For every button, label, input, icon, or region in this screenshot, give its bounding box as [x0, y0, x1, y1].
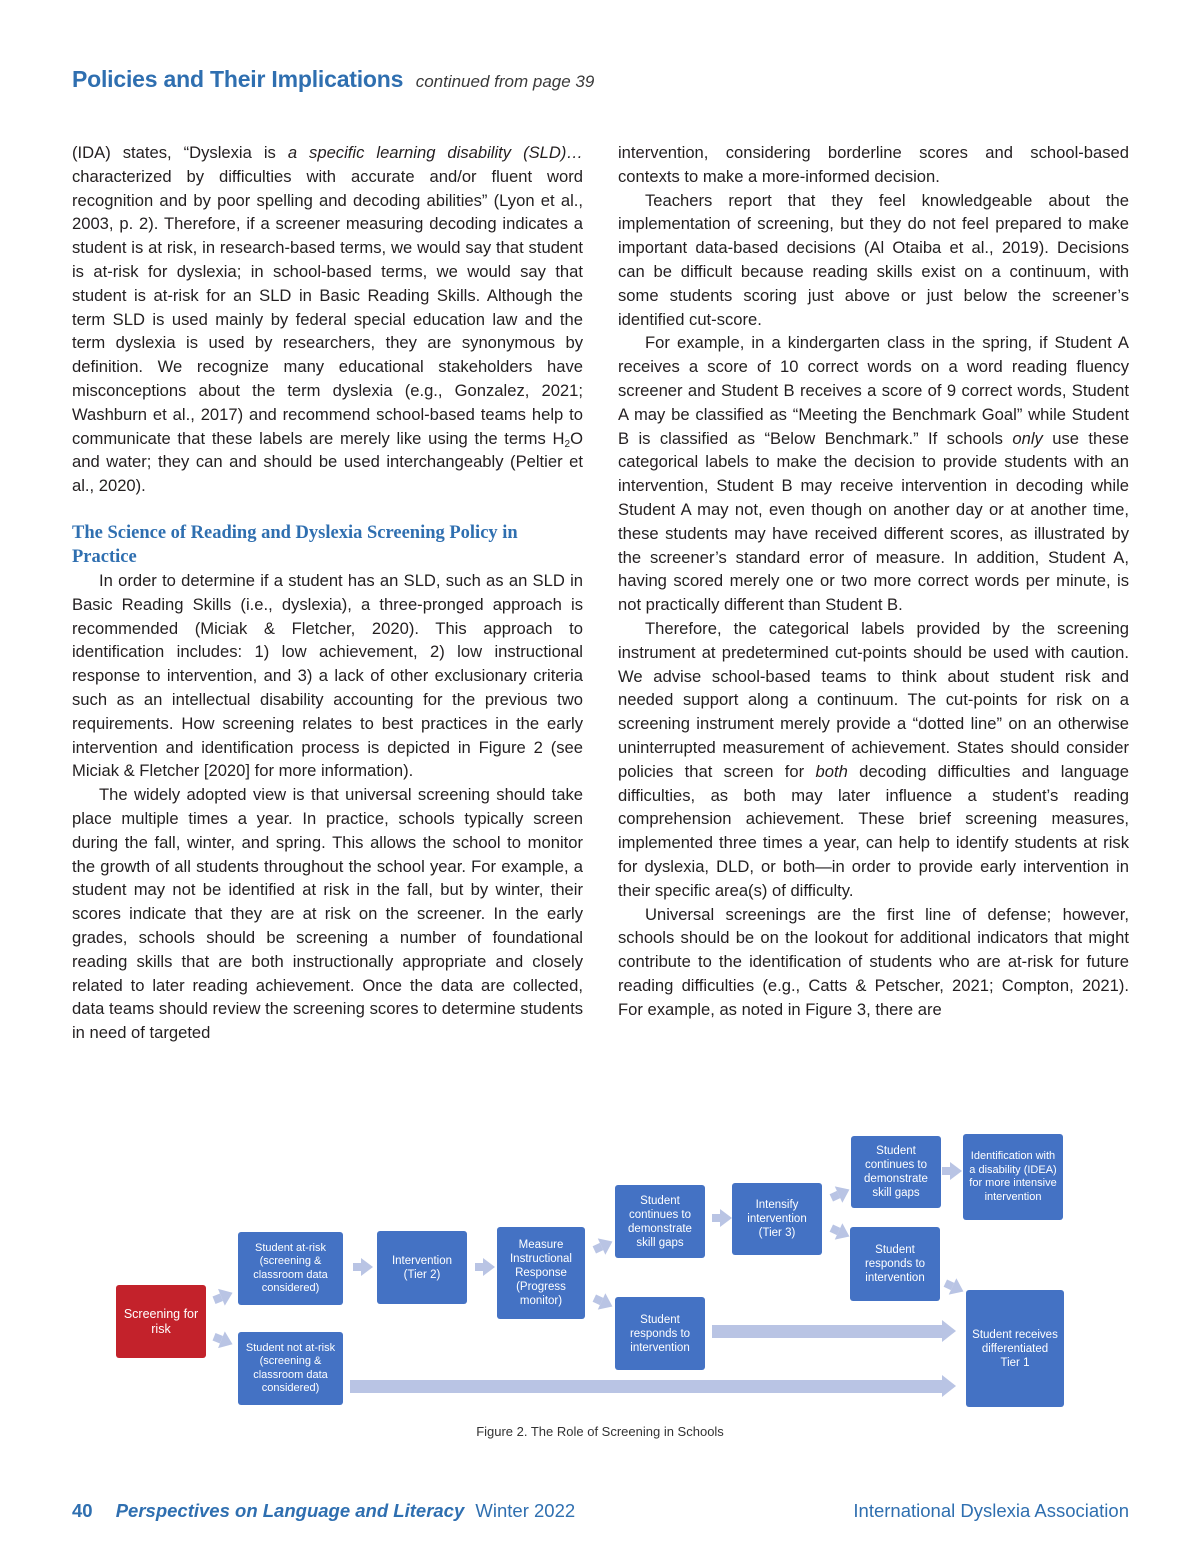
long-arrow — [712, 1325, 942, 1338]
issue-label: Winter 2022 — [475, 1500, 576, 1521]
paragraph: intervention, considering borderline scores and school-based contexts to make a more-informed decision. — [618, 143, 1129, 186]
arrow — [218, 1331, 236, 1352]
arrow — [483, 1258, 495, 1276]
screening-box: Screening for risk — [116, 1285, 206, 1358]
at-risk-box: Student at-risk (screening & classroom data considered) — [238, 1232, 343, 1305]
tier3-box: Intensify intervention (Tier 3) — [732, 1183, 822, 1255]
continued-note: continued from page 39 — [415, 72, 595, 91]
paragraph: In order to determine if a student has an SLD, such as an SLD in Basic Reading Skills (i.e., dyslexia), a three-pronged approach is recommended (Miciak & Fletcher, 2020). This approach to identification includes: 1) low achievement, 2) low instructional response to intervention, and 3) a lack of other exclusionary criteria such as an intellectual disability accounting for the previous two requirements. How screening relates to best practices in the early intervention and identification process is depicted in Figure 2 (see Miciak & Fletcher [2020] for more information). — [72, 570, 583, 781]
identification-box: Identification with a disability (IDEA) for more intensive intervention — [963, 1134, 1063, 1220]
page-footer — [72, 1500, 1129, 1522]
responds-box-2: Student responds to intervention — [850, 1227, 940, 1301]
paragraph: Universal screenings are the first line of defense; however, schools should be on the lookout for additional indicators that might contribute to the identification of students who are at-risk for future reading difficulties (e.g., Catts & Petscher, 2021; Compton, 2021). For example, as noted in Figure 3, there are — [618, 904, 1129, 1019]
continues-box-1: Student continues to demonstrate skill gaps — [615, 1185, 705, 1258]
arrow — [218, 1284, 236, 1305]
section-title: Policies and Their Implications — [72, 66, 404, 92]
arrow — [949, 1278, 967, 1299]
tier2-box: Intervention (Tier 2) — [377, 1231, 467, 1304]
organization-name: International Dyslexia Association — [853, 1500, 1129, 1521]
page-number: 40 — [72, 1500, 93, 1521]
section-heading: The Science of Reading and Dyslexia Screening Policy in Practice — [72, 522, 518, 567]
measure-box: Measure Instructional Response (Progress monitor) — [497, 1227, 585, 1319]
continues-box-2: Student continues to demonstrate skill gaps — [851, 1136, 941, 1208]
arrow — [361, 1258, 373, 1276]
paragraph: Therefore, the categorical labels provided by the screening instrument at predetermined cut-points should be used with caution. We advise school-based teams to think about student risk and needed support along a continuum. The cut-points for risk on a screening instrument merely provide a “dotted line” on an otherwise uninterrupted measurement of achievement. States should consider policies that screen for both decoding difficulties and language difficulties, as both may later influence a student’s reading comprehension achievement. These brief screening measures, implemented three times a year, can help to identify students at risk for dyslexia, DLD, or both—in order to provide early intervention in their specific area(s) of difficulty. — [618, 618, 1129, 900]
figure-screening-flowchart — [0, 1125, 1200, 1455]
figure-caption: Figure 2. The Role of Screening in Schools — [476, 1424, 724, 1439]
arrow — [950, 1162, 962, 1180]
paragraph: The widely adopted view is that universal screening should take place multiple times a year. In practice, schools typically screen during the fall, winter, and spring. This allows the school to monitor the growth of all students throughout the school year. For example, a student may not be identified at risk in the fall, but by winter, their scores indicate that they are at risk on the screener. In the early grades, schools should be screening a number of foundational reading skills that are both instructionally appropriate and closely related to later reading achievement. Once the data are collected, data teams should review the screening scores to determine students in need of targeted — [72, 785, 583, 1043]
responds-box-1: Student responds to intervention — [615, 1297, 705, 1370]
right-column — [618, 141, 1129, 1021]
arrow — [598, 1293, 616, 1314]
arrow — [720, 1209, 732, 1227]
arrow — [598, 1233, 616, 1254]
paragraph: For example, in a kindergarten class in the spring, if Student A receives a score of 10 correct words on a word reading fluency screener and Student B receives a score of 9 correct words, Student A may be classified as “Meeting the Benchmark Goal” while Student B is classified as “Below Benchmark.” If schools only use these categorical labels to make the decision to provide students with an intervention, Student B may receive intervention in decoding while Student A may not, even though on another day or at another time, these students may have received different scores, as illustrated by the screener’s standard error of measure. In addition, Student A, having scored merely one or two more correct words per minute, is not practically different than Student B. — [618, 333, 1129, 615]
running-head — [72, 66, 594, 93]
not-at-risk-box: Student not at-risk (screening & classroom data considered) — [238, 1332, 343, 1405]
left-column — [72, 141, 583, 1045]
paragraph: (IDA) states, “Dyslexia is a specific learning disability (SLD)… characterized by difficulties with accurate and/or fluent word recognition and by poor spelling and decoding abilities” (Lyon et al., 2003, p. 2). Therefore, if a screener measuring decoding indicates a student is at risk, in research-based terms, we would say that student is at-risk for dyslexia; in school-based terms, we would say that student is at-risk for an SLD in Basic Reading Skills. Although the term SLD is used mainly by federal special education law and the term dyslexia is used by researchers, they are synonymous by definition. We recognize many educational stakeholders have misconceptions about the term dyslexia (e.g., Gonzalez, 2021; Washburn et al., 2017) and recommend school-based teams help to communicate that these labels are merely like using the terms $H_2O$ and water; they can and should be used interchangeably (Peltier et al., 2020). — [72, 143, 583, 496]
paragraph: Teachers report that they feel knowledgeable about the implementation of screening, but they do not feel prepared to make important data-based decisions (Al Otaiba et al., 2019). Decisions can be difficult because reading skills exist on a continuum, with some students scoring just above or just below the screener’s identified cut-score. — [618, 190, 1129, 329]
journal-title: Perspectives on Language and Literacy — [115, 1500, 465, 1521]
tier1-box: Student receives differentiated Tier 1 — [966, 1290, 1064, 1407]
long-arrow — [350, 1380, 942, 1393]
